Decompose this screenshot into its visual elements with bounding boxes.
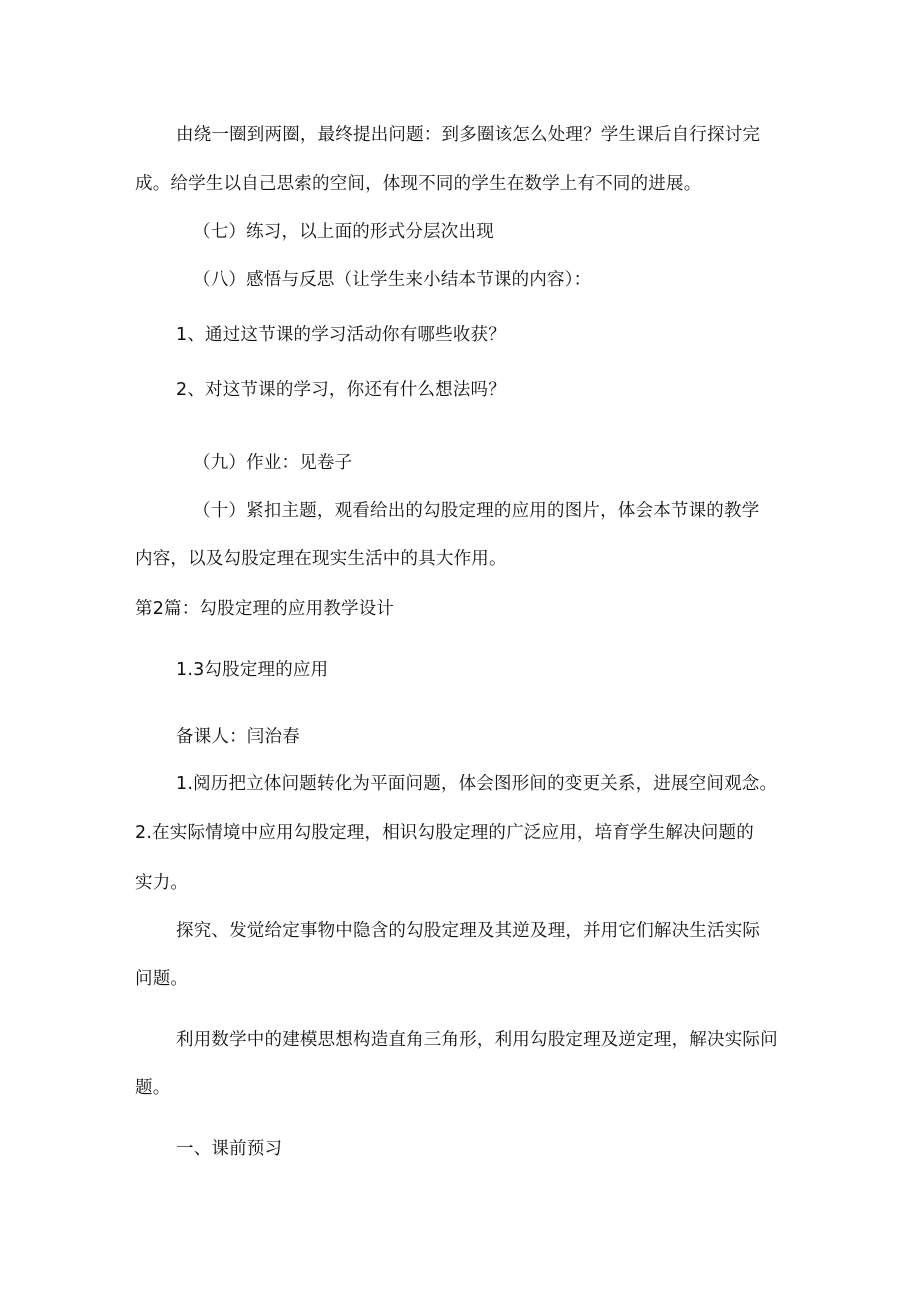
- paragraph-line: 探究、发觉给定事物中隐含的勾股定理及其逆及理，并用它们解决生活实际: [176, 921, 761, 941]
- section-heading: （十）紧扣主题，观看给出的勾股定理的应用的图片，体会本节课的教学: [193, 501, 760, 521]
- section-heading: （八）感悟与反思（让学生来小结本节课的内容）：: [193, 270, 592, 290]
- section-heading: 一、课前预习: [176, 1139, 283, 1159]
- objective-item: 2.在实际情境中应用勾股定理，相识勾股定理的广泛应用，培育学生解决问题的: [135, 823, 754, 843]
- objective-item: 1.阅历把立体问题转化为平面问题，体会图形间的变更关系，进展空间观念。: [176, 774, 778, 794]
- section-heading: （七）练习，以上面的形式分层次出现: [193, 222, 494, 242]
- paragraph-line: 问题。: [135, 969, 189, 989]
- paragraph-line: 利用数学中的建模思想构造直角三角形，利用勾股定理及逆定理，解决实际问: [176, 1030, 778, 1050]
- paragraph-line: 实力。: [135, 873, 189, 893]
- chapter-title: 第2篇：勾股定理的应用教学设计: [135, 599, 395, 619]
- paragraph-line: 成。给学生以自己思索的空间，体现不同的学生在数学上有不同的进展。: [135, 174, 702, 194]
- subsection-title: 1.3勾股定理的应用: [176, 660, 329, 680]
- paragraph-line: 题。: [135, 1078, 171, 1098]
- author-line: 备课人：闫治春: [176, 727, 300, 747]
- list-item: 1、通过这节课的学习活动你有哪些收获？: [176, 325, 506, 345]
- list-item: 2、对这节课的学习，你还有什么想法吗？: [176, 380, 506, 400]
- section-heading: （九）作业：见卷子: [193, 453, 353, 473]
- paragraph-line: 内容，以及勾股定理在现实生活中的具大作用。: [135, 549, 507, 569]
- paragraph-line: 由绕一圈到两圈，最终提出问题：到多圈该怎么处理？学生课后自行探讨完: [176, 125, 761, 145]
